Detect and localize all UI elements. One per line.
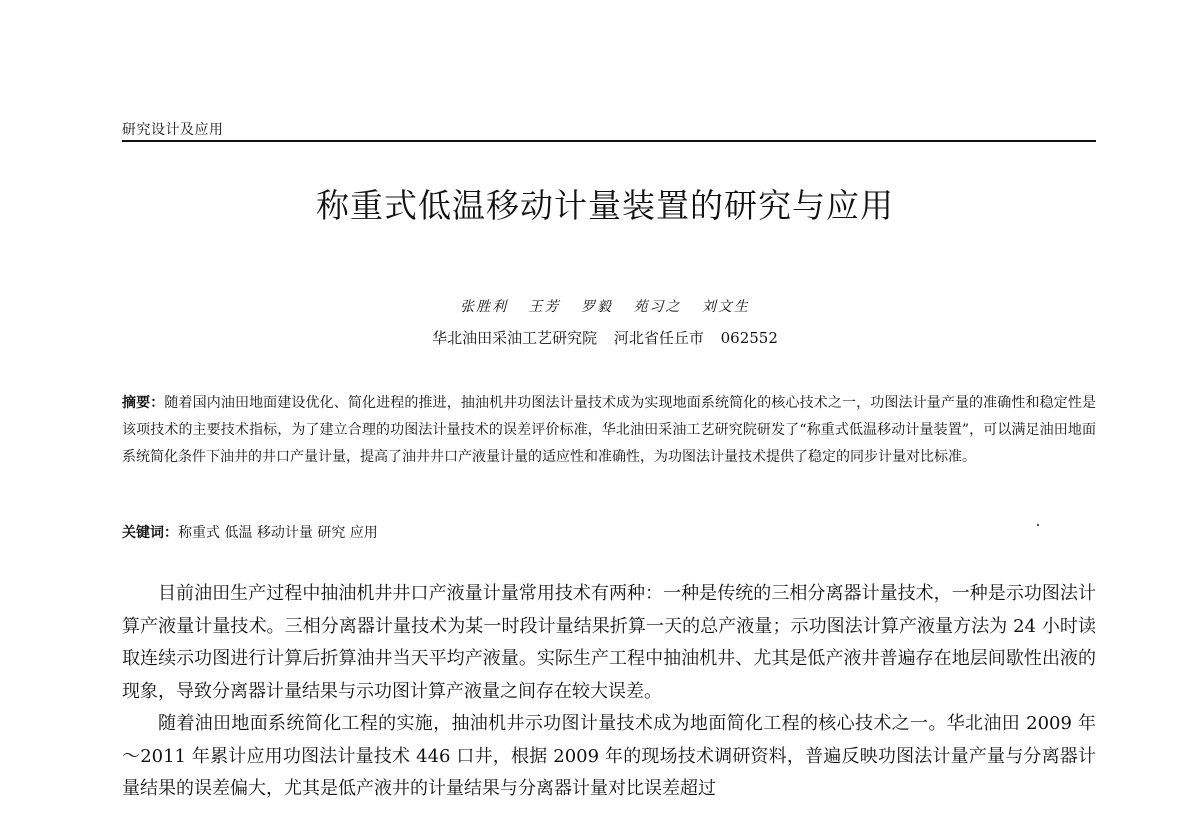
keywords-label: 关键词：: [122, 525, 178, 541]
body-paragraph: 目前油田生产过程中抽油机井井口产液量计量常用技术有两种：一种是传统的三相分离器计量技术，一种是示功图法计算产液量计量技术。三相分离器计量技术为某一时段计量结果折算一天的总产液量；示功图法计算产液量方法为 24 小时读取连续示功图进行计算后折算油井当天平均产液量。实际生产工程中抽油机井、尤其是低产液井普遍存在地层间歇性出液的现象，导致分离器计量结果与示功图计算产液量之间存在较大误差。: [122, 583, 1096, 702]
author-list: 张胜利 王芳 罗毅 苑习之 刘文生: [460, 299, 750, 315]
abstract-label: 摘要：: [122, 395, 165, 411]
header-rule: [122, 140, 1096, 142]
article-title: 称重式低温移动计量装置的研究与应用: [316, 186, 894, 225]
keywords: [122, 520, 1096, 547]
body-paragraph: 随着油田地面系统简化工程的实施，抽油机井示功图计量技术成为地面简化工程的核心技术之一。华北油田 2009 年～2011 年累计应用功图法计量技术 446 口井，根据 2009 年的现场技术调研资料，普遍反映功图法计量产量与分离器计量结果的误差偏大，尤其是低产液井的计量结果与分离器计量对比误差超过: [122, 713, 1096, 799]
keywords-text: 称重式 低温 移动计量 研究 应用: [178, 525, 378, 541]
body-text: [122, 578, 1096, 806]
abstract-text: 随着国内油田地面建设优化、简化进程的推进，抽油机井功图法计量技术成为实现地面系统简化的核心技术之一，功图法计量产量的准确性和稳定性是该项技术的主要技术指标，为了建立合理的功图法计量技术的误差评价标准，华北油田采油工艺研究院研发了“称重式低温移动计量装置”，可以满足油田地面系统简化条件下油井的井口产量计量，提高了油井井口产液量计量的适应性和准确性，为功图法计量技术提供了稳定的同步计量对比标准。: [122, 395, 1097, 465]
abstract: [122, 390, 1096, 471]
journal-section-label: 研究设计及应用: [122, 122, 224, 138]
scan-speck: [1037, 524, 1039, 526]
author-affiliation: 华北油田采油工艺研究院 河北省任丘市 062552: [432, 329, 778, 347]
